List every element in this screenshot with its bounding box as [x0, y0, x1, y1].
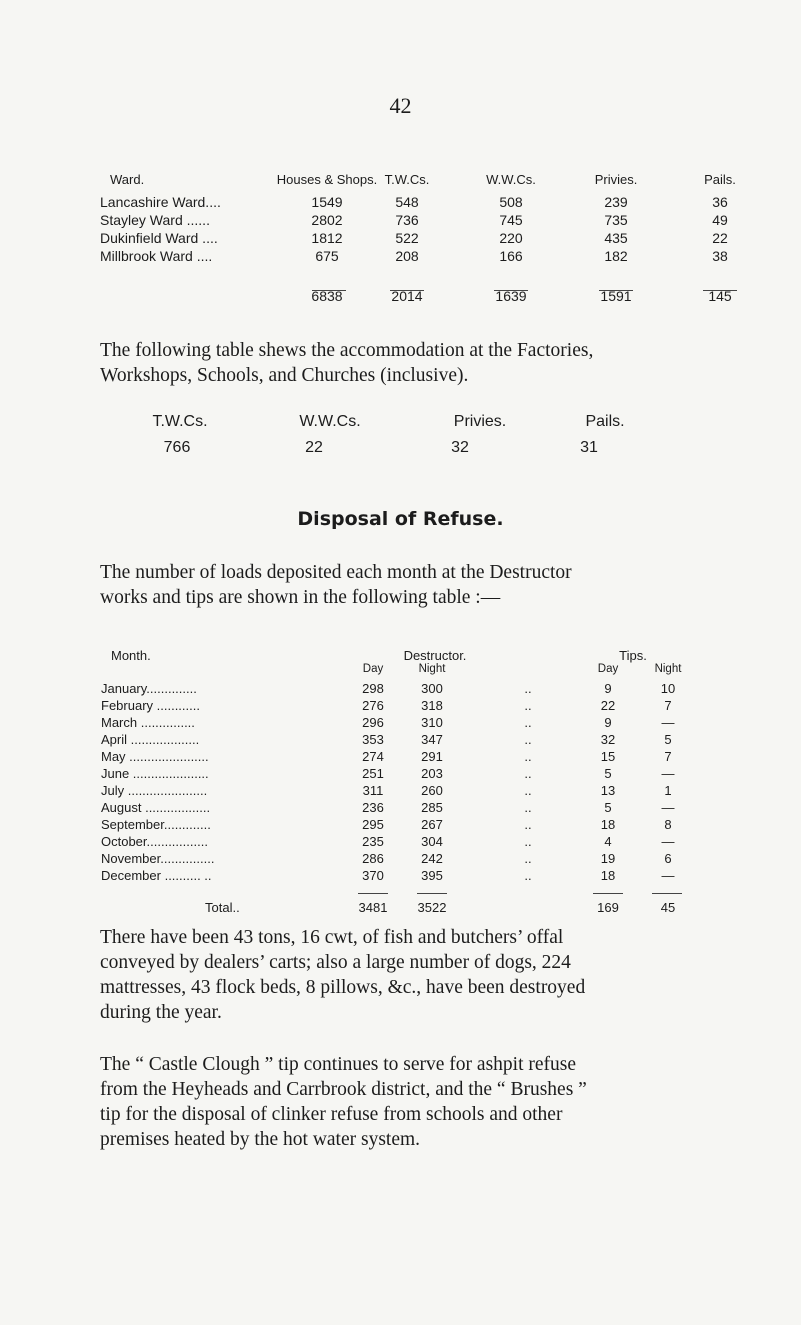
refuse-row	[101, 800, 751, 817]
t-night-value: —	[661, 868, 675, 883]
t-day-value: 22	[600, 698, 616, 713]
sum-rule	[593, 893, 623, 894]
t-day-value: 9	[604, 681, 612, 696]
acc-header: Pails.	[585, 413, 625, 430]
ward-name: Millbrook Ward ....	[100, 248, 213, 264]
refuse-table	[101, 648, 751, 917]
refuse-totals-row	[101, 900, 751, 917]
d-day-value: 235	[362, 834, 384, 849]
paragraph-line: premises heated by the hot water system.	[100, 1129, 421, 1150]
d-day-value: 274	[362, 749, 384, 764]
acc-value: 31	[580, 439, 598, 456]
d-night-value: 304	[421, 834, 443, 849]
houses-value: 2802	[311, 212, 343, 228]
t-night-value: 1	[664, 783, 672, 798]
month-name: March ...............	[101, 715, 195, 730]
d-night-value: 203	[421, 766, 443, 781]
sum-rule	[652, 893, 682, 894]
leader-dots: ..	[524, 868, 532, 883]
refuse-row	[101, 851, 751, 868]
d-day-value: 295	[362, 817, 384, 832]
ward-row	[100, 194, 750, 212]
t-night-value: —	[661, 834, 675, 849]
month-name: July ......................	[101, 783, 208, 798]
paragraph-line: mattresses, 43 flock beds, 8 pillows, &c., have been destroyed	[100, 977, 586, 998]
total-houses: 6838	[311, 288, 343, 304]
leader-dots: ..	[524, 766, 532, 781]
t-day-value: 9	[604, 715, 612, 730]
accommodation-values	[135, 439, 695, 465]
total-privies: 1591	[600, 288, 632, 304]
d-night-value: 310	[421, 715, 443, 730]
ward-name: Lancashire Ward....	[100, 194, 221, 210]
t-day-value: 5	[604, 766, 612, 781]
month-name: October.................	[101, 834, 208, 849]
t-night-value: 5	[664, 732, 672, 747]
header-day: Day	[597, 663, 619, 675]
month-name: December .......... ..	[101, 868, 212, 883]
d-night-value: 300	[421, 681, 443, 696]
d-day-value: 236	[362, 800, 384, 815]
d-day-value: 276	[362, 698, 384, 713]
total-wwcs: 1639	[495, 288, 527, 304]
header-wwcs: W.W.Cs.	[486, 172, 536, 187]
d-night-value: 285	[421, 800, 443, 815]
t-day-value: 32	[600, 732, 616, 747]
month-name: June .....................	[101, 766, 209, 781]
t-night-value: 7	[664, 749, 672, 764]
d-day-value: 286	[362, 851, 384, 866]
leader-dots: ..	[524, 749, 532, 764]
header-privies: Privies.	[594, 172, 638, 187]
t-night-value: 10	[660, 681, 676, 696]
refuse-row	[101, 732, 751, 749]
leader-dots: ..	[524, 681, 532, 696]
d-day-value: 353	[362, 732, 384, 747]
leader-dots: ..	[524, 800, 532, 815]
header-tips: Tips.	[619, 648, 647, 663]
header-houses: Houses & Shops.	[276, 172, 378, 187]
acc-value: 32	[451, 439, 469, 456]
month-name: September.............	[101, 817, 211, 832]
t-night-value: —	[661, 766, 675, 781]
privies-value: 735	[604, 212, 628, 228]
header-twcs: T.W.Cs.	[384, 172, 430, 187]
ward-row	[100, 212, 750, 230]
accommodation-table	[135, 413, 695, 465]
paragraph-line: conveyed by dealers’ carts; also a large number of dogs, 224	[100, 952, 571, 973]
houses-value: 1549	[311, 194, 343, 210]
t-night-value: 8	[664, 817, 672, 832]
privies-value: 182	[604, 248, 628, 264]
tip-paragraph	[100, 1052, 750, 1152]
acc-header: W.W.Cs.	[299, 413, 361, 430]
refuse-row	[101, 766, 751, 783]
twcs-value: 548	[395, 194, 419, 210]
paragraph-line: during the year.	[100, 1002, 222, 1023]
refuse-row	[101, 681, 751, 698]
pails-value: 38	[712, 248, 728, 264]
total-dest-day: 3481	[358, 900, 388, 915]
t-night-value: —	[661, 715, 675, 730]
ward-totals-row	[100, 288, 750, 306]
paragraph-line: Workshops, Schools, and Churches (inclusive).	[100, 365, 469, 386]
accommodation-header	[135, 413, 695, 439]
refuse-subheader	[101, 663, 751, 681]
t-day-value: 5	[604, 800, 612, 815]
d-day-value: 298	[362, 681, 384, 696]
ward-name: Dukinfield Ward ....	[100, 230, 218, 246]
d-night-value: 395	[421, 868, 443, 883]
privies-value: 435	[604, 230, 628, 246]
paragraph-line: There have been 43 tons, 16 cwt, of fish and butchers’ offal	[100, 927, 564, 948]
refuse-row	[101, 698, 751, 715]
ward-row	[100, 248, 750, 266]
refuse-row	[101, 817, 751, 834]
sum-rule	[358, 893, 388, 894]
header-night: Night	[654, 663, 682, 675]
sum-rule	[417, 893, 447, 894]
t-day-value: 15	[600, 749, 616, 764]
section-heading: Disposal of Refuse.	[297, 508, 504, 530]
ward-name: Stayley Ward ......	[100, 212, 210, 228]
pails-value: 22	[712, 230, 728, 246]
refuse-row	[101, 749, 751, 766]
total-twcs: 2014	[391, 288, 423, 304]
wwcs-value: 220	[499, 230, 523, 246]
ward-table-header	[100, 172, 750, 190]
leader-dots: ..	[524, 783, 532, 798]
paragraph-line: The number of loads deposited each month at the Destructor	[100, 562, 572, 583]
twcs-value: 522	[395, 230, 419, 246]
leader-dots: ..	[524, 715, 532, 730]
t-day-value: 18	[600, 817, 616, 832]
t-night-value: 7	[664, 698, 672, 713]
ward-table	[100, 172, 750, 306]
total-pails: 145	[708, 288, 732, 304]
acc-header: Privies.	[453, 413, 507, 430]
d-day-value: 251	[362, 766, 384, 781]
header-pails: Pails.	[704, 172, 736, 187]
month-name: August ..................	[101, 800, 211, 815]
paragraph-line: from the Heyheads and Carrbrook district, and the “ Brushes ”	[100, 1079, 587, 1100]
refuse-row	[101, 715, 751, 732]
t-day-value: 13	[600, 783, 616, 798]
ward-row	[100, 230, 750, 248]
d-night-value: 242	[421, 851, 443, 866]
header-night: Night	[418, 663, 446, 675]
pails-value: 36	[712, 194, 728, 210]
houses-value: 1812	[311, 230, 343, 246]
d-day-value: 370	[362, 868, 384, 883]
acc-value: 766	[163, 439, 191, 456]
t-night-value: —	[661, 800, 675, 815]
t-day-value: 4	[604, 834, 612, 849]
paragraph-line: The following table shews the accommodation at the Factories,	[100, 340, 594, 361]
twcs-value: 208	[395, 248, 419, 264]
total-tips-day: 169	[597, 900, 619, 915]
header-day: Day	[362, 663, 384, 675]
acc-header: T.W.Cs.	[152, 413, 208, 430]
d-night-value: 260	[421, 783, 443, 798]
paragraph-line: tip for the disposal of clinker refuse from schools and other	[100, 1104, 563, 1125]
header-destructor: Destructor.	[403, 648, 467, 663]
leader-dots: ..	[524, 732, 532, 747]
leader-dots: ..	[524, 851, 532, 866]
refuse-header	[101, 648, 751, 663]
refuse-row	[101, 868, 751, 885]
paragraph-line: The “ Castle Clough ” tip continues to serve for ashpit refuse	[100, 1054, 576, 1075]
month-name: January..............	[101, 681, 197, 696]
total-label: Total..	[205, 900, 240, 915]
t-day-value: 18	[600, 868, 616, 883]
d-day-value: 296	[362, 715, 384, 730]
twcs-value: 736	[395, 212, 419, 228]
houses-value: 675	[315, 248, 339, 264]
wwcs-value: 508	[499, 194, 523, 210]
month-name: February ............	[101, 698, 200, 713]
leader-dots: ..	[524, 817, 532, 832]
d-night-value: 291	[421, 749, 443, 764]
acc-value: 22	[305, 439, 323, 456]
t-night-value: 6	[664, 851, 672, 866]
pails-value: 49	[712, 212, 728, 228]
total-dest-night: 3522	[417, 900, 447, 915]
paragraph-line: works and tips are shown in the following table :—	[100, 587, 501, 608]
month-name: November...............	[101, 851, 215, 866]
refuse-row	[101, 834, 751, 851]
refuse-row	[101, 783, 751, 800]
leader-dots: ..	[524, 698, 532, 713]
wwcs-value: 745	[499, 212, 523, 228]
leader-dots: ..	[524, 834, 532, 849]
privies-value: 239	[604, 194, 628, 210]
header-ward: Ward.	[110, 172, 145, 187]
accommodation-paragraph	[100, 338, 750, 388]
d-night-value: 347	[421, 732, 443, 747]
d-day-value: 311	[362, 783, 384, 798]
refuse-intro	[100, 560, 750, 610]
offal-paragraph	[100, 925, 750, 1025]
month-name: April ...................	[101, 732, 200, 747]
wwcs-value: 166	[499, 248, 523, 264]
total-tips-night: 45	[660, 900, 676, 915]
month-name: May ......................	[101, 749, 209, 764]
t-day-value: 19	[600, 851, 616, 866]
d-night-value: 267	[421, 817, 443, 832]
d-night-value: 318	[421, 698, 443, 713]
page-number: 42	[389, 93, 412, 118]
header-month: Month.	[111, 648, 151, 663]
